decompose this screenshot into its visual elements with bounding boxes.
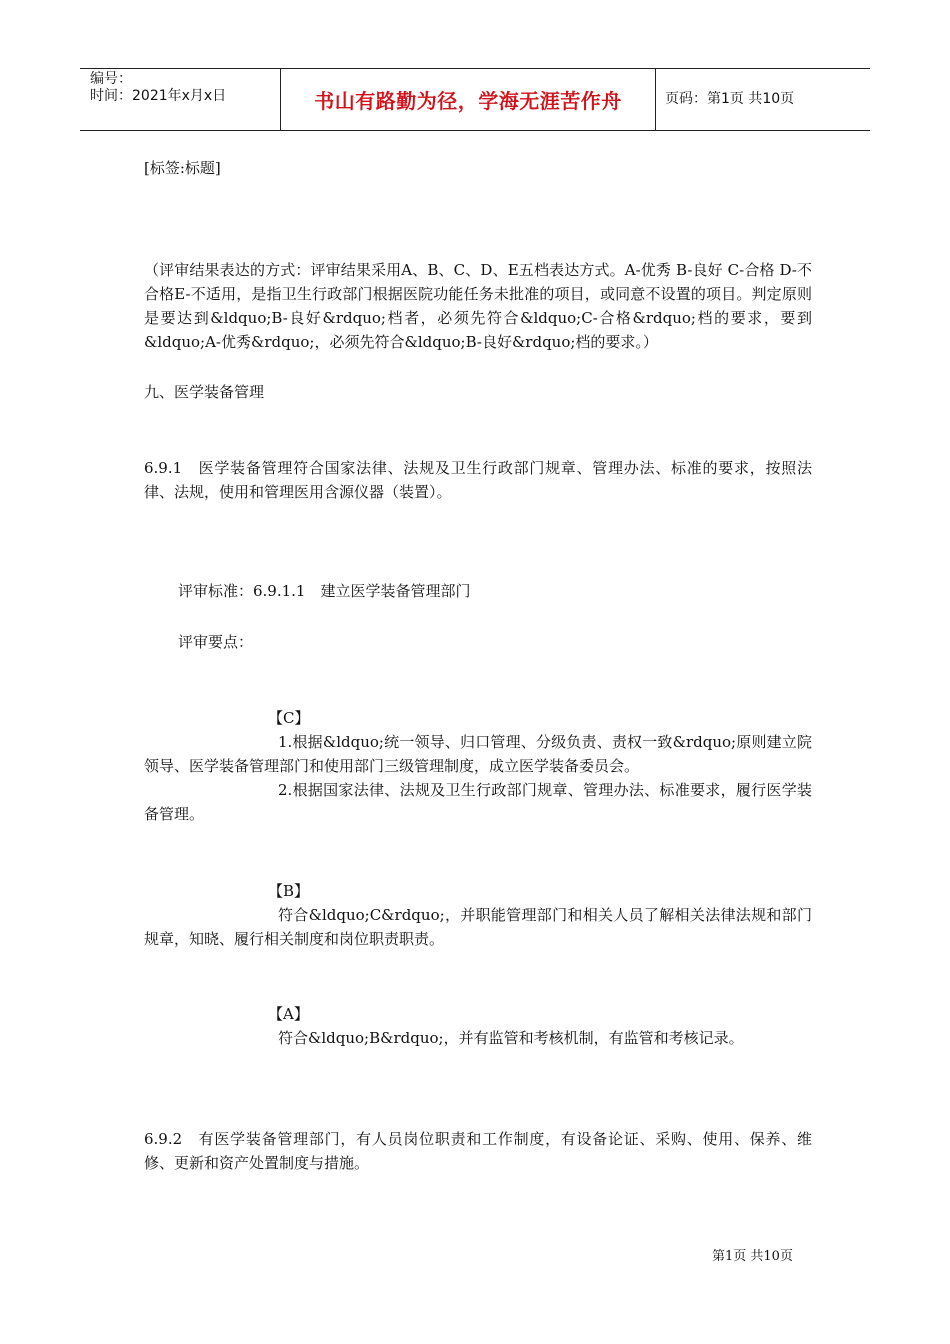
footer-page-info: 第1页 共10页 [712, 1249, 793, 1264]
time-label: 时间：2021年x月x日 [90, 88, 227, 104]
grade-c-item-1: 1.根据&ldquo;统一领导、归口管理、分级负责、责权一致&rdquo;原则建立院领导、医学装备管理部门和使用部门三级管理制度，成立医学装备委员会。 [144, 733, 812, 775]
header-motto-cell [280, 69, 656, 130]
clause-6-9-2: 6.9.2 有医学装备管理部门，有人员岗位职责和工作制度，有设备论证、采购、使用、保养、维修、更新和资产处置制度与措施。 [144, 1130, 812, 1172]
tag-line: [标签:标题] [144, 159, 221, 177]
review-standard: 评审标准：6.9.1.1 建立医学装备管理部门 [178, 582, 471, 600]
key-points-label: 评审要点： [178, 633, 254, 651]
grade-b-heading: 【B】 [268, 882, 310, 900]
number-label: 编号： [90, 71, 132, 87]
grade-c-heading: 【C】 [268, 709, 310, 727]
grade-c-item-2: 2.根据国家法律、法规及卫生行政部门规章、管理办法、标准要求，履行医学装备管理。 [144, 781, 812, 823]
clause-6-9-1: 6.9.1 医学装备管理符合国家法律、法规及卫生行政部门规章、管理办法、标准的要求，按照法律、法规，使用和管理医用含源仪器（装置）。 [144, 459, 812, 501]
section-title: 九、医学装备管理 [144, 383, 265, 401]
header-meta-cell [80, 69, 280, 130]
document-header [80, 68, 870, 131]
grade-b-item: 符合&ldquo;C&rdquo;，并职能管理部门和相关人员了解相关法律法规和部门规章，知晓、履行相关制度和岗位职责职责。 [144, 906, 812, 948]
grade-a-item: 符合&ldquo;B&rdquo;，并有监管和考核机制，有监管和考核记录。 [278, 1029, 744, 1047]
header-page-info: 页码：第1页 共10页 [665, 91, 795, 107]
grade-a-heading: 【A】 [268, 1005, 309, 1023]
motto: 书山有路勤为径，学海无涯苦作舟 [314, 89, 622, 113]
intro-paragraph: （评审结果表达的方式：评审结果采用A、B、C、D、E五档表达方式。A-优秀 B-良好 C-合格 D-不合格E-不适用，是指卫生行政部门根据医院功能任务未批准的项目，或同意不设置的项目。判定原则是要达到&ldquo;B-良好&rdquo;档者，必须先符合&ldquo;C-合格&rdquo;档的要求，要到&ldquo;A-优秀&rdquo;，必须先符合&ldquo;B-良好&rdquo;档的要求。） [144, 261, 812, 351]
header-page-cell [655, 69, 870, 130]
